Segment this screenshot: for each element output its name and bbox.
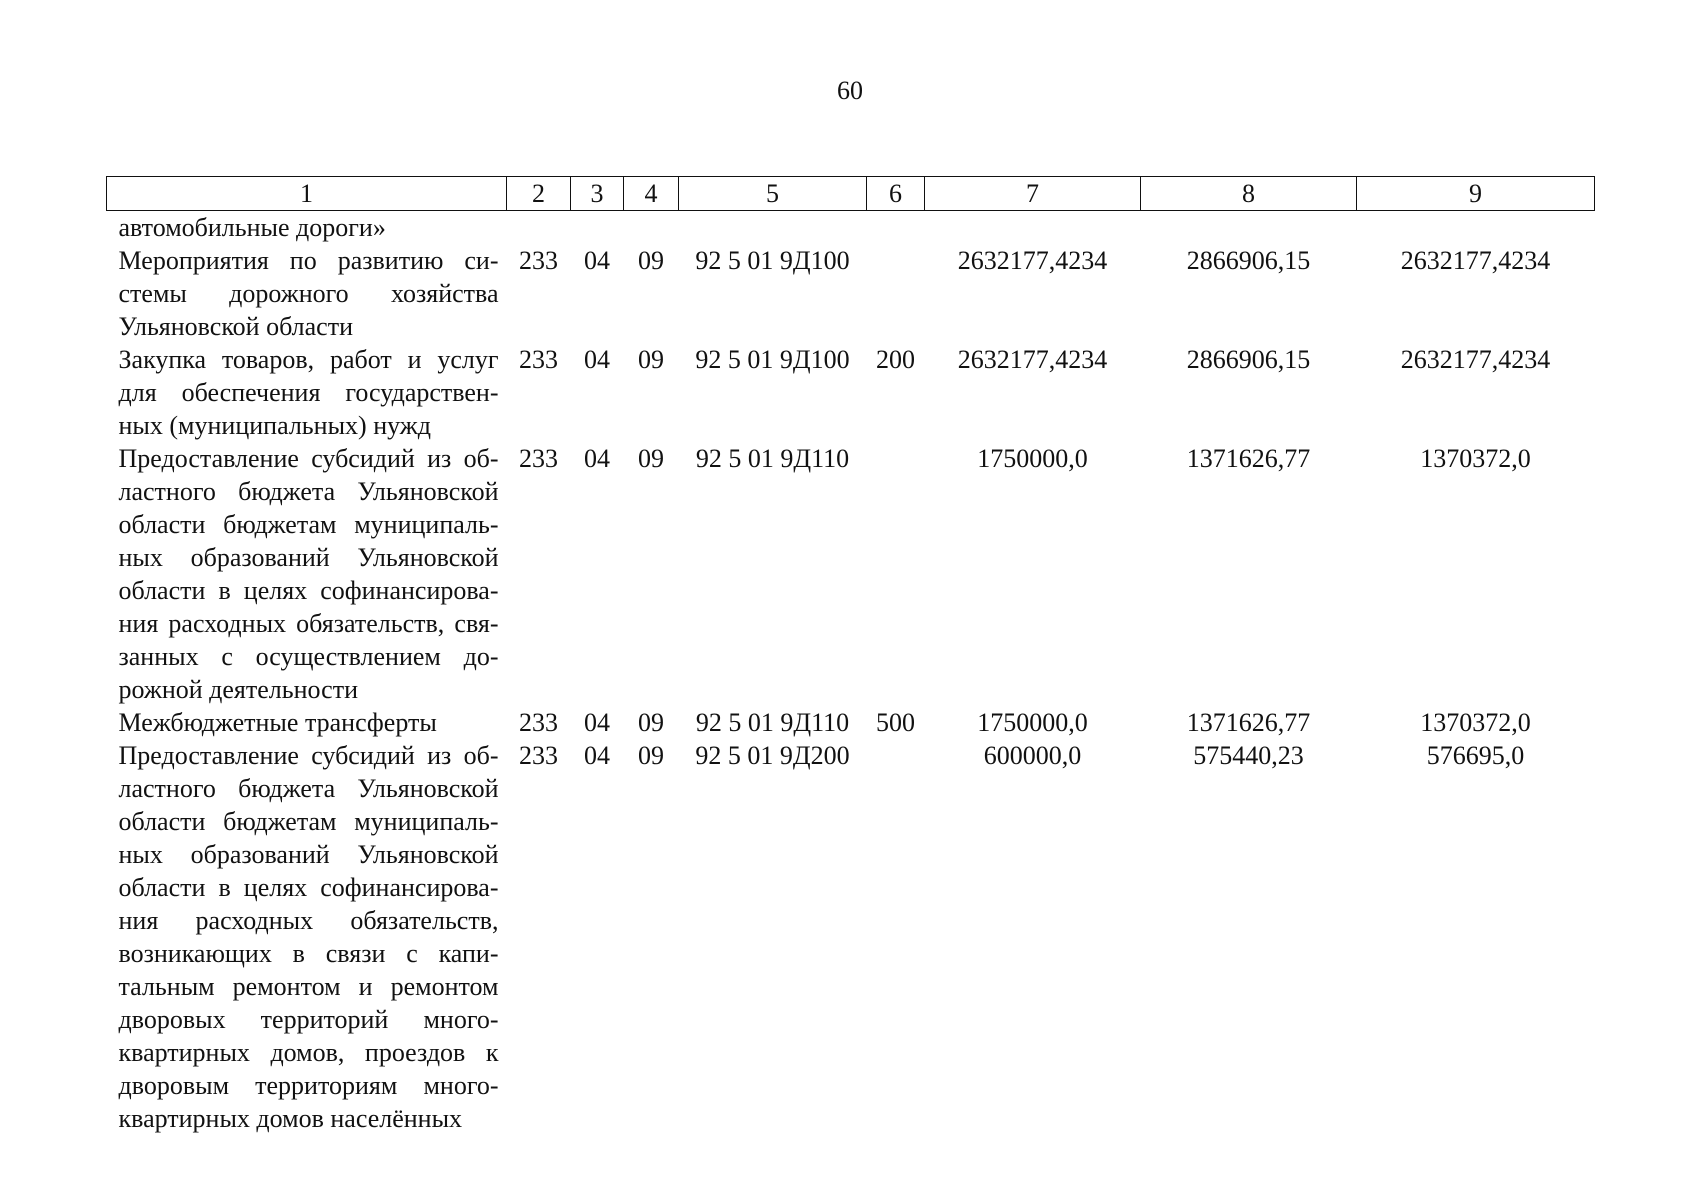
description-line: Предоставление субсидий из об- — [118, 741, 499, 770]
cell-sum-2023: 1370372,0 — [1420, 444, 1531, 473]
description-line: ния расходных обязательств, — [118, 906, 499, 935]
cell-sum-2022 — [1141, 211, 1357, 245]
column-header-7: 7 — [925, 177, 1141, 211]
description-line: ластного бюджета Ульяновской — [118, 477, 499, 506]
cell-sum-2023: 576695,0 — [1426, 741, 1525, 770]
description-line: дворовым территориям много- — [118, 1071, 499, 1100]
table-body — [107, 211, 1595, 1136]
cell-csr: 92 5 01 9Д200 — [695, 741, 850, 770]
cell-glava — [507, 211, 571, 245]
table-row — [107, 706, 1595, 739]
cell-description — [107, 442, 507, 706]
cell-description — [107, 343, 507, 442]
description-line: области в целях софинансирова- — [118, 873, 499, 902]
cell-description — [107, 211, 507, 245]
cell-vid-rashodov — [867, 739, 925, 1135]
cell-podrazdel — [624, 211, 679, 245]
column-header-2: 2 — [507, 177, 571, 211]
column-header-8: 8 — [1141, 177, 1357, 211]
cell-csr: 92 5 01 9Д100 — [695, 246, 850, 275]
description-line: Ульяновской области — [118, 312, 353, 341]
description-line: тальным ремонтом и ремонтом — [118, 972, 499, 1001]
table-row — [107, 211, 1595, 245]
cell-razdel: 04 — [584, 246, 610, 275]
cell-vid-rashodov: 500 — [876, 708, 915, 737]
cell-sum-2021: 1750000,0 — [977, 708, 1088, 737]
column-header-4: 4 — [624, 177, 679, 211]
column-header-6: 6 — [867, 177, 925, 211]
column-header-9: 9 — [1357, 177, 1595, 211]
cell-razdel — [571, 211, 624, 245]
cell-glava: 233 — [519, 345, 558, 374]
description-line: ных образований Ульяновской — [118, 840, 499, 869]
description-line: квартирных домов, проездов к — [118, 1038, 499, 1067]
description-line: ных (муниципальных) нужд — [118, 411, 431, 440]
cell-razdel: 04 — [584, 444, 610, 473]
description-line: стемы дорожного хозяйства — [118, 279, 499, 308]
cell-sum-2023: 2632177,4234 — [1400, 246, 1551, 275]
cell-podrazdel: 09 — [638, 708, 664, 737]
cell-podrazdel: 09 — [638, 444, 664, 473]
cell-csr: 92 5 01 9Д110 — [695, 708, 850, 737]
cell-sum-2021 — [925, 211, 1141, 245]
description-line: автомобильные дороги» — [118, 213, 386, 242]
cell-sum-2022: 1371626,77 — [1186, 708, 1311, 737]
description-line: ластного бюджета Ульяновской — [118, 774, 499, 803]
cell-csr: 92 5 01 9Д110 — [695, 444, 850, 473]
description-line: ных образований Ульяновской — [118, 543, 499, 572]
description-line: квартирных домов населённых — [118, 1104, 463, 1133]
cell-description — [107, 244, 507, 343]
cell-sum-2023: 2632177,4234 — [1400, 345, 1551, 374]
column-header-1: 1 — [107, 177, 507, 211]
table-row — [107, 343, 1595, 442]
cell-podrazdel: 09 — [638, 246, 664, 275]
description-line: возникающих в связи с капи- — [118, 939, 499, 968]
cell-podrazdel: 09 — [638, 345, 664, 374]
cell-description — [107, 706, 507, 739]
cell-sum-2021: 2632177,4234 — [957, 345, 1108, 374]
cell-glava: 233 — [519, 246, 558, 275]
cell-glava: 233 — [519, 444, 558, 473]
cell-sum-2022: 1371626,77 — [1186, 444, 1311, 473]
description-line: области бюджетам муниципаль- — [118, 510, 499, 539]
cell-vid-rashodov — [867, 244, 925, 343]
cell-sum-2022: 575440,23 — [1193, 741, 1304, 770]
description-line: занных с осуществлением до- — [118, 642, 499, 671]
description-line: области бюджетам муниципаль- — [118, 807, 499, 836]
description-line: для обеспечения государствен- — [118, 378, 499, 407]
description-line: дворовых территорий много- — [118, 1005, 499, 1034]
cell-sum-2023: 1370372,0 — [1420, 708, 1531, 737]
cell-vid-rashodov: 200 — [876, 345, 915, 374]
page-number: 60 — [837, 76, 863, 105]
cell-csr — [679, 211, 867, 245]
cell-glava: 233 — [519, 741, 558, 770]
cell-razdel: 04 — [584, 741, 610, 770]
budget-table — [106, 176, 1595, 1135]
cell-sum-2021: 1750000,0 — [977, 444, 1088, 473]
column-header-5: 5 — [679, 177, 867, 211]
cell-description — [107, 739, 507, 1135]
description-line: Мероприятия по развитию си- — [118, 246, 499, 275]
cell-vid-rashodov — [867, 442, 925, 706]
cell-vid-rashodov — [867, 211, 925, 245]
table-row — [107, 739, 1595, 1135]
column-header-3: 3 — [571, 177, 624, 211]
cell-razdel: 04 — [584, 345, 610, 374]
description-line: области в целях софинансирова- — [118, 576, 499, 605]
header-row — [107, 177, 1595, 211]
cell-glava: 233 — [519, 708, 558, 737]
cell-csr: 92 5 01 9Д100 — [695, 345, 850, 374]
cell-sum-2023 — [1357, 211, 1595, 245]
description-line: Межбюджетные трансферты — [118, 708, 437, 737]
cell-podrazdel: 09 — [638, 741, 664, 770]
description-line: ния расходных обязательств, свя- — [118, 609, 499, 638]
cell-sum-2022: 2866906,15 — [1186, 246, 1311, 275]
table-row — [107, 442, 1595, 706]
cell-sum-2021: 600000,0 — [983, 741, 1082, 770]
cell-razdel: 04 — [584, 708, 610, 737]
description-line: Предоставление субсидий из об- — [118, 444, 499, 473]
description-line: рожной деятельности — [118, 675, 358, 704]
table-row — [107, 244, 1595, 343]
description-line: Закупка товаров, работ и услуг — [118, 345, 499, 374]
cell-sum-2022: 2866906,15 — [1186, 345, 1311, 374]
cell-sum-2021: 2632177,4234 — [957, 246, 1108, 275]
